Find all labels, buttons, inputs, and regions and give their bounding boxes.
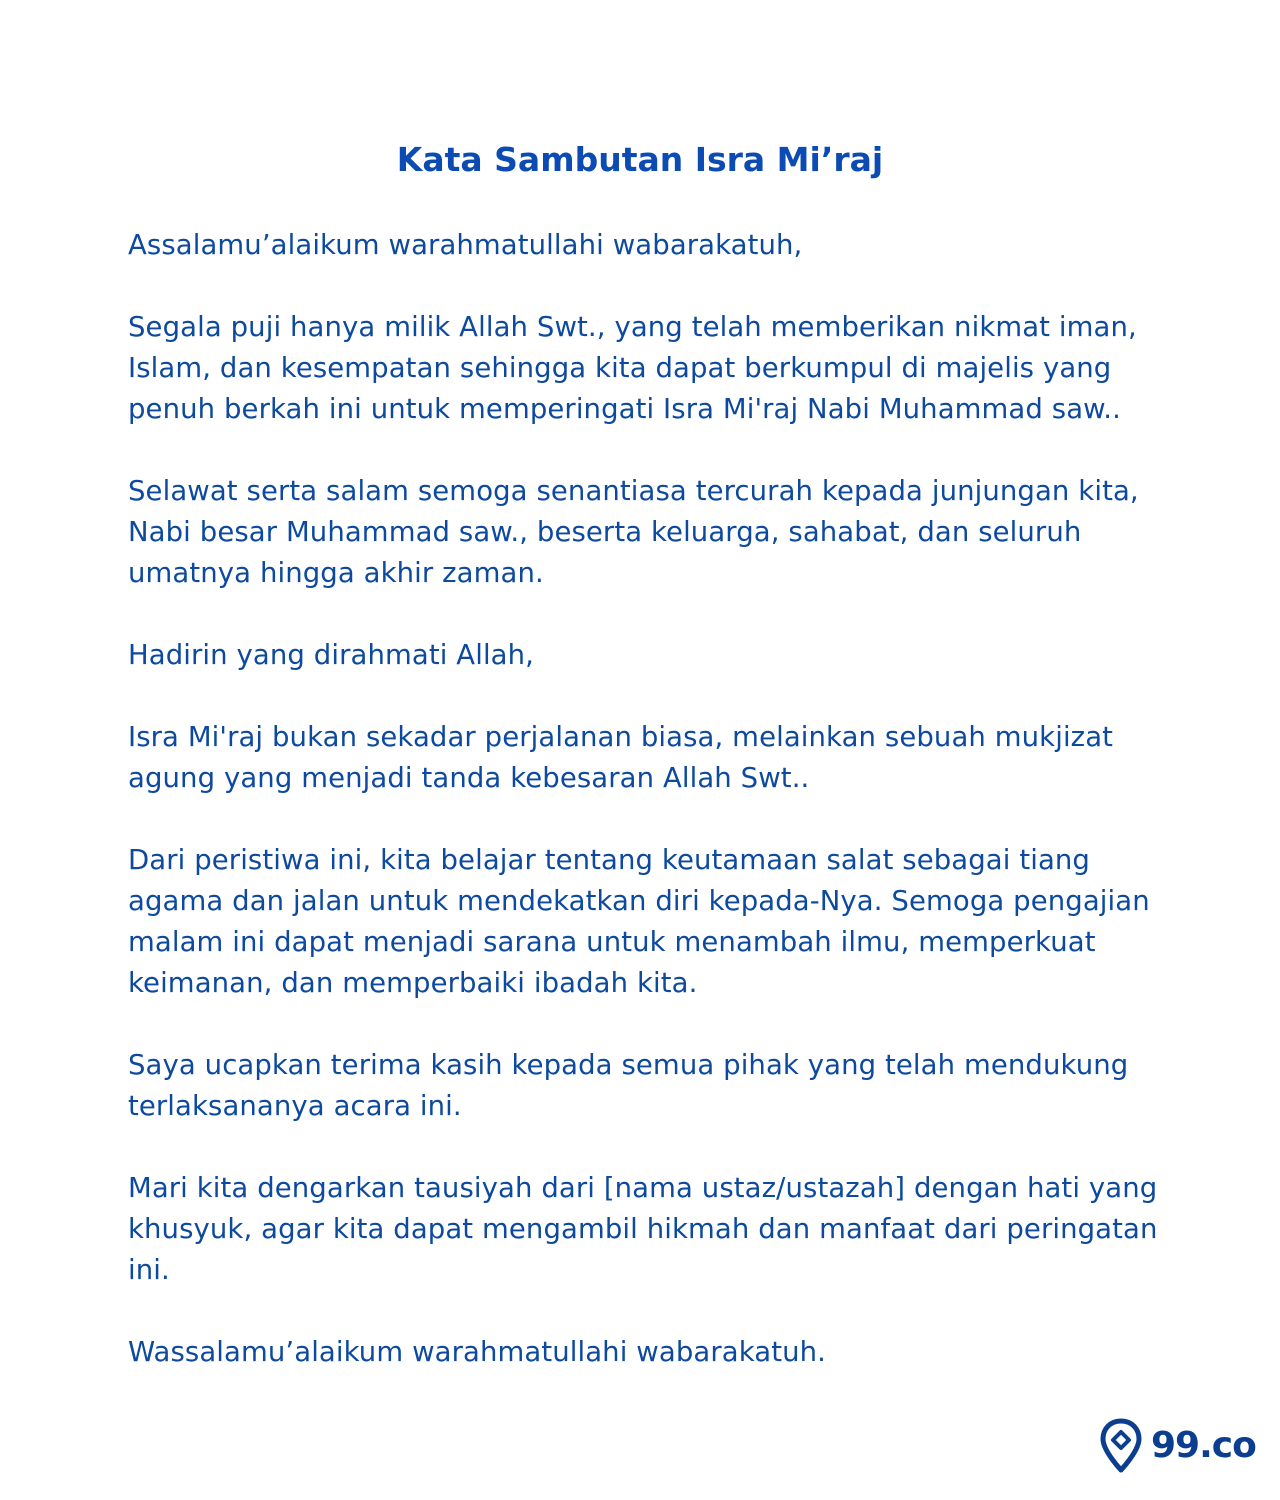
paragraph-closing: Wassalamu’alaikum warahmatullahi wabarakatuh. xyxy=(128,1336,826,1368)
location-pin-icon xyxy=(1099,1418,1143,1474)
document-body xyxy=(128,225,1168,1414)
paragraph-lesson: Dari peristiwa ini, kita belajar tentang keutamaan salat sebagai tiang agama dan jalan untuk mendekatkan diri kepada-Nya. Semoga pengajian malam ini dapat menjadi sarana untuk menambah ilmu, memperkuat keimanan, dan memperbaiki ibadah kita. xyxy=(128,844,1150,999)
paragraph-isra-miraj: Isra Mi'raj bukan sekadar perjalanan biasa, melainkan sebuah mukjizat agung yang menjadi tanda kebesaran Allah Swt.. xyxy=(128,721,1114,794)
document-title: Kata Sambutan Isra Mi’raj xyxy=(396,140,884,179)
paragraph-greeting: Assalamu’alaikum warahmatullahi wabarakatuh, xyxy=(128,229,803,261)
brand-logo xyxy=(1099,1416,1259,1476)
paragraph-thanks: Saya ucapkan terima kasih kepada semua pihak yang telah mendukung terlaksananya acara ini. xyxy=(128,1049,1129,1122)
paragraph-tausiyah: Mari kita dengarkan tausiyah dari [nama ustaz/ustazah] dengan hati yang khusyuk, agar kita dapat mengambil hikmah dan manfaat dari peringatan ini. xyxy=(128,1172,1158,1286)
brand-logo-text: 99.co xyxy=(1151,1425,1256,1466)
paragraph-praise: Segala puji hanya milik Allah Swt., yang telah memberikan nikmat iman, Islam, dan kesempatan sehingga kita dapat berkumpul di majelis yang penuh berkah ini untuk memperingati Isra Mi'raj Nabi Muhammad saw.. xyxy=(128,311,1137,425)
paragraph-selawat: Selawat serta salam semoga senantiasa tercurah kepada junjungan kita, Nabi besar Muhammad saw., beserta keluarga, sahabat, dan seluruh umatnya hingga akhir zaman. xyxy=(128,475,1139,589)
paragraph-address: Hadirin yang dirahmati Allah, xyxy=(128,639,535,671)
